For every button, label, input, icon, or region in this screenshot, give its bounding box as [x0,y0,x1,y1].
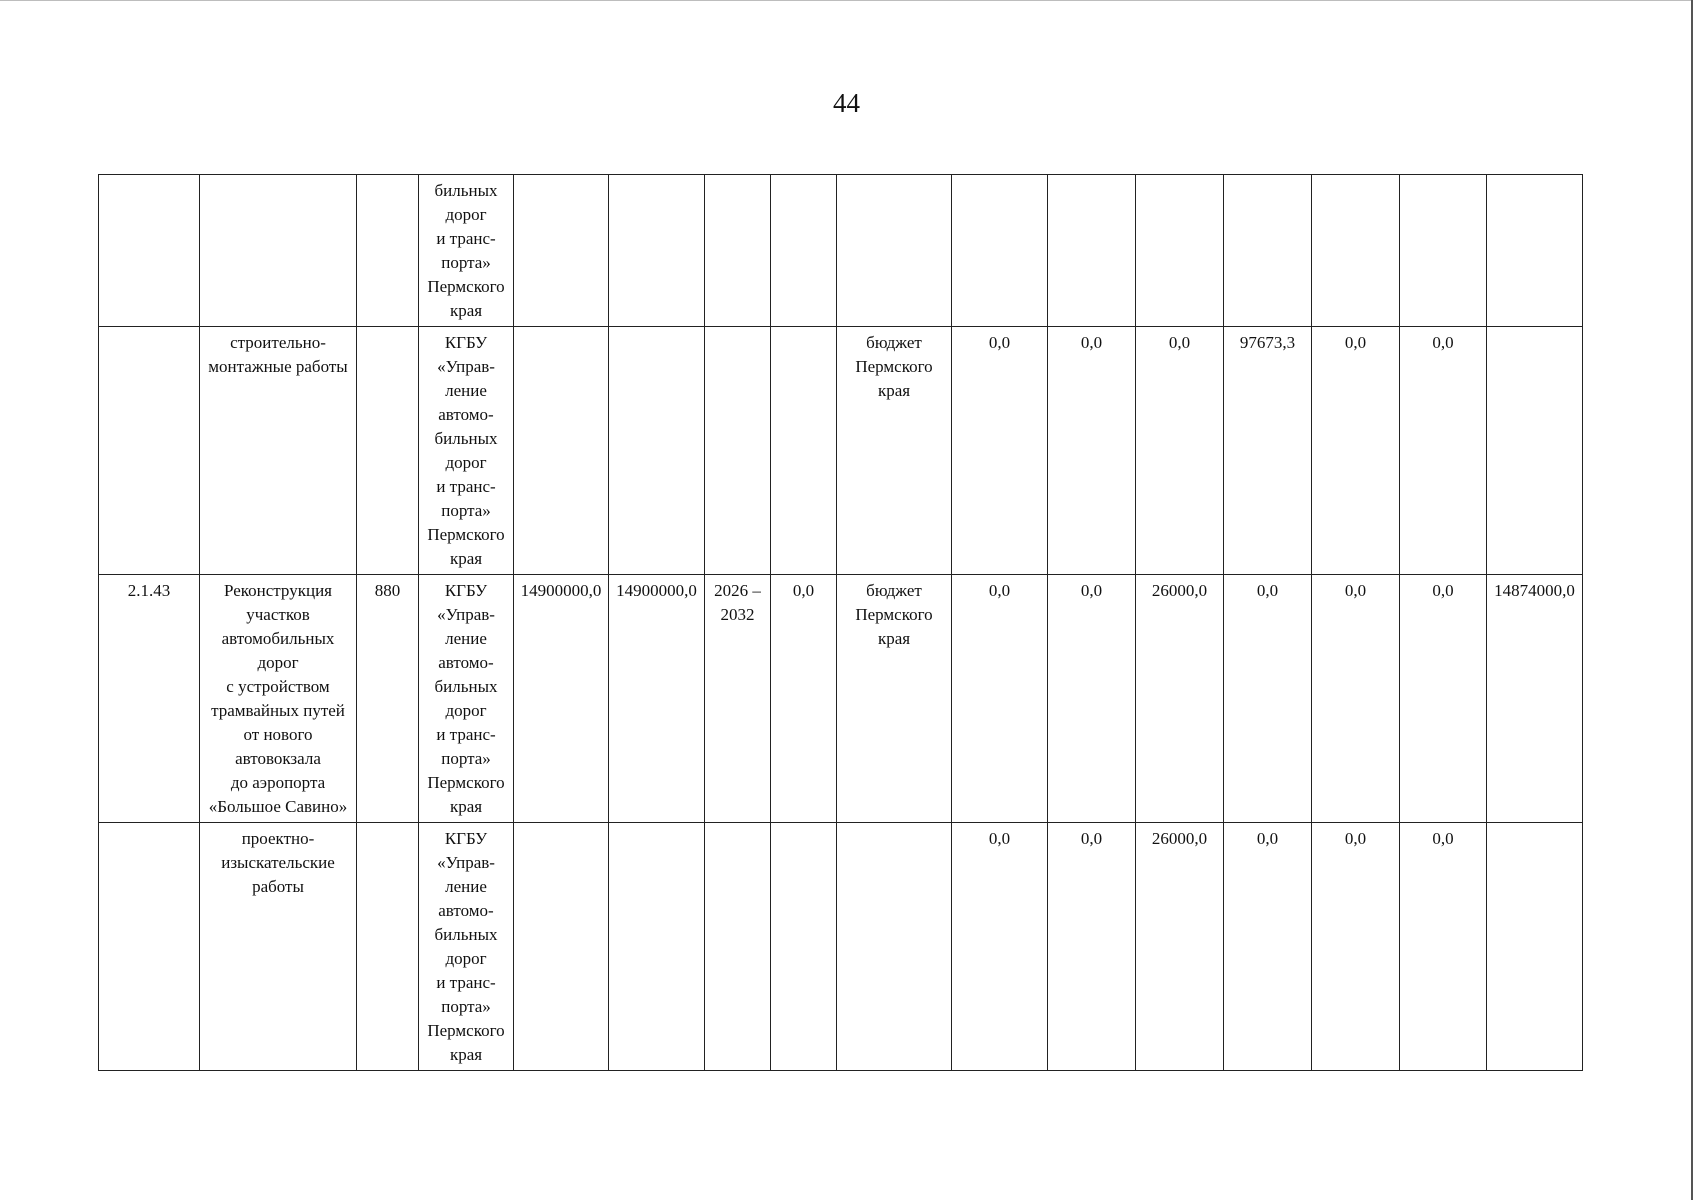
cell-name: проектно- изыскательские работы [200,823,357,1071]
cell-year-5: 0,0 [1312,327,1400,575]
cell-completed [771,327,837,575]
cell-name [200,175,357,327]
cell-year-4: 0,0 [1224,823,1312,1071]
cell-total [609,327,705,575]
cell-year-2 [1048,175,1136,327]
cell-period: 2026 – 2032 [705,575,771,823]
cell-year-6 [1400,175,1487,327]
page-number: 44 [833,88,860,118]
cell-year-2: 0,0 [1048,575,1136,823]
cell-source [837,175,952,327]
cell-year-1: 0,0 [952,327,1048,575]
cell-source: бюджет Пермского края [837,327,952,575]
cell-source [837,823,952,1071]
cell-completed [771,823,837,1071]
cell-number: 2.1.43 [99,575,200,823]
cell-completed: 0,0 [771,575,837,823]
table-row [99,823,1583,1071]
cell-number [99,327,200,575]
cell-year-5: 0,0 [1312,823,1400,1071]
cell-year-5: 0,0 [1312,575,1400,823]
cell-year-1: 0,0 [952,575,1048,823]
cell-customer: КГБУ «Управ- ление автомо- бильных дорог и транс- порта» Пермского края [419,327,514,575]
table-row [99,175,1583,327]
cell-year-2: 0,0 [1048,823,1136,1071]
cell-total [609,823,705,1071]
cell-remaining [1487,327,1583,575]
cell-cost [514,327,609,575]
cell-remaining [1487,175,1583,327]
cell-cost [514,823,609,1071]
cell-number [99,175,200,327]
cell-year-1 [952,175,1048,327]
cell-period [705,327,771,575]
cell-customer: КГБУ «Управ- ление автомо- бильных дорог и транс- порта» Пермского края [419,575,514,823]
cell-year-2: 0,0 [1048,327,1136,575]
cell-year-6: 0,0 [1400,327,1487,575]
scan-edge-top [0,0,1693,1]
cell-year-5 [1312,175,1400,327]
table-row [99,327,1583,575]
cell-code [357,175,419,327]
cell-remaining: 14874000,0 [1487,575,1583,823]
cell-year-6: 0,0 [1400,823,1487,1071]
cell-year-6: 0,0 [1400,575,1487,823]
cell-period [705,823,771,1071]
cell-name: строительно- монтажные работы [200,327,357,575]
cell-year-3: 0,0 [1136,327,1224,575]
cell-period [705,175,771,327]
cell-code [357,327,419,575]
cell-source: бюджет Пермского края [837,575,952,823]
cell-year-3: 26000,0 [1136,823,1224,1071]
cell-completed [771,175,837,327]
cell-year-3: 26000,0 [1136,575,1224,823]
cell-cost: 14900000,0 [514,575,609,823]
cell-remaining [1487,823,1583,1071]
cell-total: 14900000,0 [609,575,705,823]
cell-number [99,823,200,1071]
cell-code [357,823,419,1071]
cell-customer: бильных дорог и транс- порта» Пермского края [419,175,514,327]
cell-year-3 [1136,175,1224,327]
cell-name: Реконструкция участков автомобильных дорог с устройством трамвайных путей от нового автовокзала до аэропорта «Большое Савино» [200,575,357,823]
cell-code: 880 [357,575,419,823]
cell-cost [514,175,609,327]
cell-year-4 [1224,175,1312,327]
cell-year-1: 0,0 [952,823,1048,1071]
cell-year-4: 97673,3 [1224,327,1312,575]
cell-year-4: 0,0 [1224,575,1312,823]
cell-customer: КГБУ «Управ- ление автомо- бильных дорог и транс- порта» Пермского края [419,823,514,1071]
budget-table [98,174,1583,1071]
cell-total [609,175,705,327]
table-row [99,575,1583,823]
